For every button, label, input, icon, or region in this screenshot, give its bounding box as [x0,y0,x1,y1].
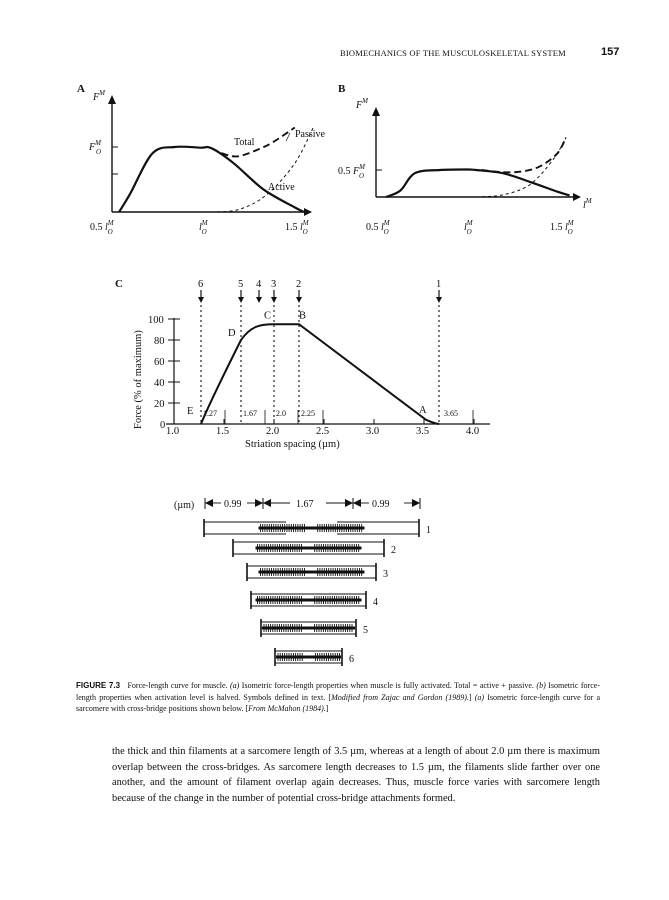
panel-b-x-tick-2: $l^M$ O [464,219,473,236]
y-tick-label: 100 [148,315,164,326]
running-header: BIOMECHANICS OF THE MUSCULOSKELETAL SYSTEM [340,48,566,58]
point-label-a: A [419,404,427,416]
position-label-1: 1 [436,279,442,290]
y-tick-label: 40 [154,378,165,389]
panel-b-y-label: $F^M$ [356,97,368,111]
body-paragraph: the thick and thin filaments at a sarcomere length of 3.5 µm, whereas at a length of about 2.0 µm there is maximum overlap between the cross-bridges. As sarcomere length decreases to 1.5 µm, the filaments slide farther over one another, and the amount of filament overlap again decreases. Thus, muscle force varies with sarcomere length because of the change in the number of potential cross-bridge attachments formed. [112,746,600,804]
panel-b-letter: B [338,83,346,95]
spacing-value-label: 1.67 [243,409,257,418]
caption-text: Force-length curve for muscle. [127,681,230,690]
panel-c-letter: C [115,278,123,290]
row-label-2: 2 [391,545,396,556]
point-label-c: C [264,310,272,322]
figure-caption [76,680,600,715]
sarcomere-row-3 [247,563,388,581]
sarcomere-unit-label: (µm) [174,500,195,511]
caption-text: ] [468,692,475,702]
position-label-4: 4 [256,279,262,290]
y-tick-label: 60 [154,357,165,368]
panel-a-x-tick-1: 0.5 $l^M$ O [90,219,114,236]
sarcomere-row-4 [251,591,378,609]
position-label-6: 6 [198,279,204,290]
page-number: 157 [601,46,620,58]
point-label-b: B [299,310,307,322]
panel-a-y-label: $F^M$ [93,89,105,103]
caption-text: Isometric force-length properties when activation level is halved. Symbols defined in text. [ [76,681,600,702]
panel-a-active-label: Active [268,182,295,193]
panel-a-total-label: Total [234,137,255,148]
panel-b-x-label: $l^M$ [583,197,592,211]
sarcomere-row-5 [261,619,368,637]
panel-a-letter: A [77,83,85,95]
point-label-e: E [187,406,194,417]
panel-a-x-tick-2: $l^M$ O [199,219,208,236]
sarcomere-row-2 [233,539,396,557]
x-tick-label: 3.0 [366,426,380,437]
row-label-5: 5 [363,625,368,636]
sarcomere-row-1 [204,519,431,537]
spacing-value-label: 2.25 [301,409,315,418]
sarcomere-rows [204,519,431,666]
y-tick-label: 80 [154,336,165,347]
caption-citation: From McMahon (1984). [248,704,326,713]
spacing-value-label: 2.0 [276,409,286,418]
panel-c-y-label: Force (% of maximum) [133,330,144,429]
sarcomere-row-6 [275,648,354,666]
caption-ref-b: (b) [536,681,546,690]
panel-a-passive-label: Passive [295,129,325,140]
x-tick-label: 2.0 [266,426,280,437]
dimension-left: 0.99 [224,499,242,510]
caption-text: Isometric force-length properties when muscle is fully activated. Total = active + passive. [239,681,537,690]
panel-b-y-tick-label: 0.5 $F^M$ O [338,163,365,180]
x-tick-label: 2.5 [316,426,330,437]
panel-b-x-tick-3: 1.5 $l^M$ O [550,219,574,236]
caption-ref-a: (a) [230,681,240,690]
caption-text: ] [325,704,329,713]
panel-a-y-tick-label: $F^M$ O [89,139,102,156]
x-tick-label: 4.0 [466,426,480,437]
panel-c-x-label: Striation spacing (µm) [245,439,340,450]
row-label-6: 6 [349,654,354,665]
y-tick-label: 0 [160,420,166,431]
panel-a-x-tick-3: 1.5 $l^M$ O [285,219,309,236]
row-label-1: 1 [426,525,431,536]
x-tick-label: 1.0 [166,426,180,437]
dimension-middle: 1.67 [296,499,314,510]
caption-citation: Modified from Zajac and Gordon (1989). [331,692,469,702]
point-label-d: D [228,328,236,339]
figure-label: FIGURE 7.3 [76,681,121,690]
y-tick-label: 20 [154,399,165,410]
dimension-right: 0.99 [372,499,390,510]
position-label-3: 3 [271,279,277,290]
caption-text: Isometric force-length curve for a sarcomere with cross-bridge positions shown below. [ [76,692,600,713]
x-tick-label: 1.5 [216,426,230,437]
x-tick-label: 3.5 [416,426,430,437]
spacing-value-label: 1.27 [203,409,217,418]
spacing-value-label: 3.65 [444,409,458,418]
panel-b-x-tick-1: 0.5 $l^M$ O [366,219,390,236]
position-label-2: 2 [296,279,302,290]
row-label-3: 3 [383,569,388,580]
position-label-5: 5 [238,279,244,290]
caption-ref-a: (a) [474,692,485,702]
row-label-4: 4 [373,597,378,608]
